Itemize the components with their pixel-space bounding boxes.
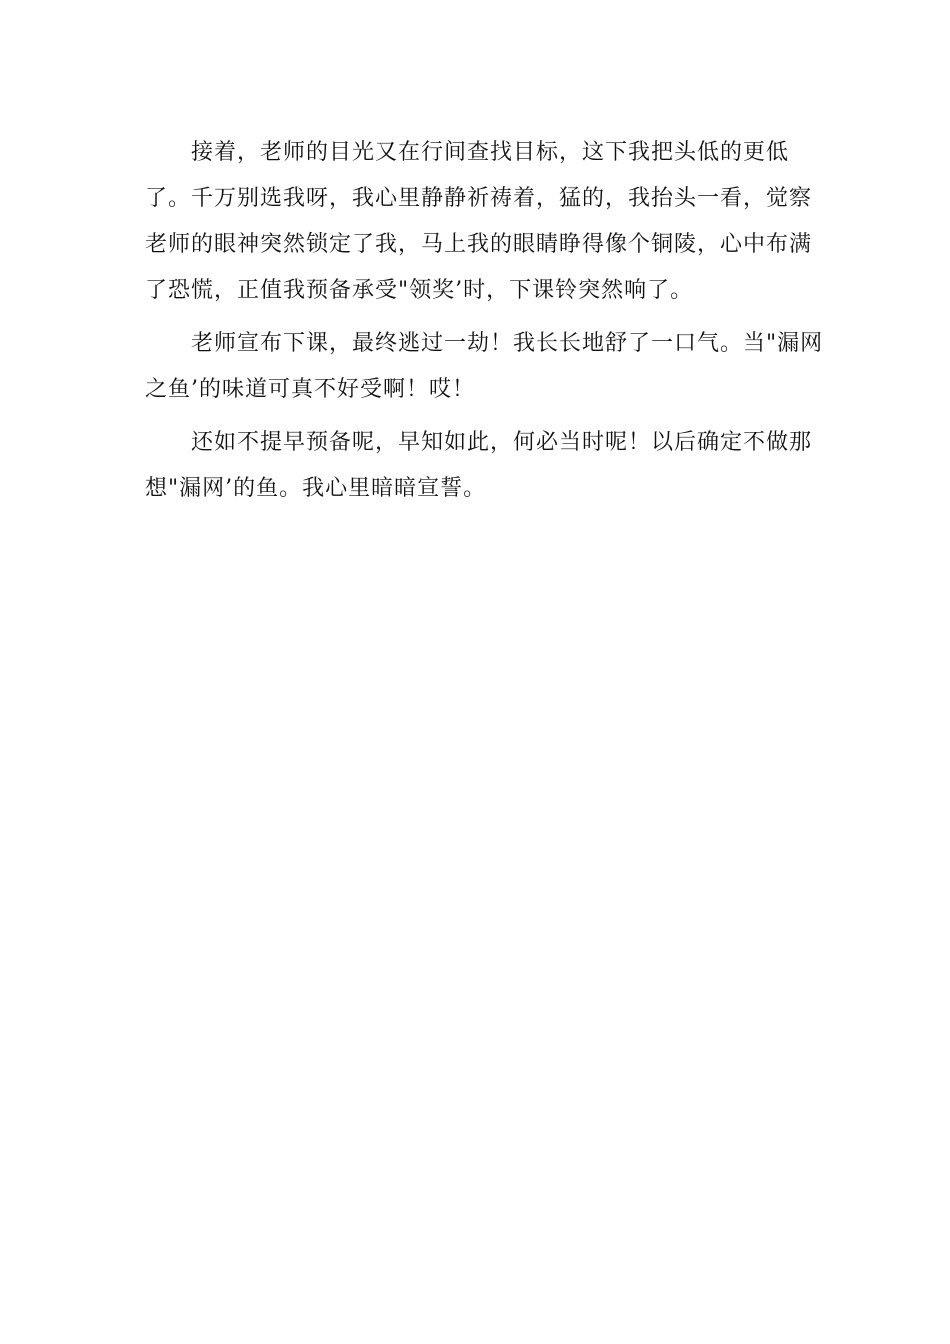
paragraph-2: 老师宣布下课，最终逃过一劫！我长长地舒了一口气。当"漏网之鱼’的味道可真不好受啊！哎！ (145, 331, 824, 402)
paragraph-3: 还如不提早预备呢，早知如此，何必当时呢！以后确定不做那想"漏网’的鱼。我心里暗暗宣誓。 (145, 430, 813, 501)
paragraph-1: 接着，老师的目光又在行间查找目标，这下我把头低的更低了。千万别选我呀，我心里静静祈祷着，猛的，我抬头一看，觉察老师的眼神突然锁定了我，马上我的眼睛睁得像个铜陵，心中布满了恐慌，正值我预备承受"领奖’时，下课铃突然响了。 (145, 140, 813, 303)
document-body (145, 130, 825, 519)
